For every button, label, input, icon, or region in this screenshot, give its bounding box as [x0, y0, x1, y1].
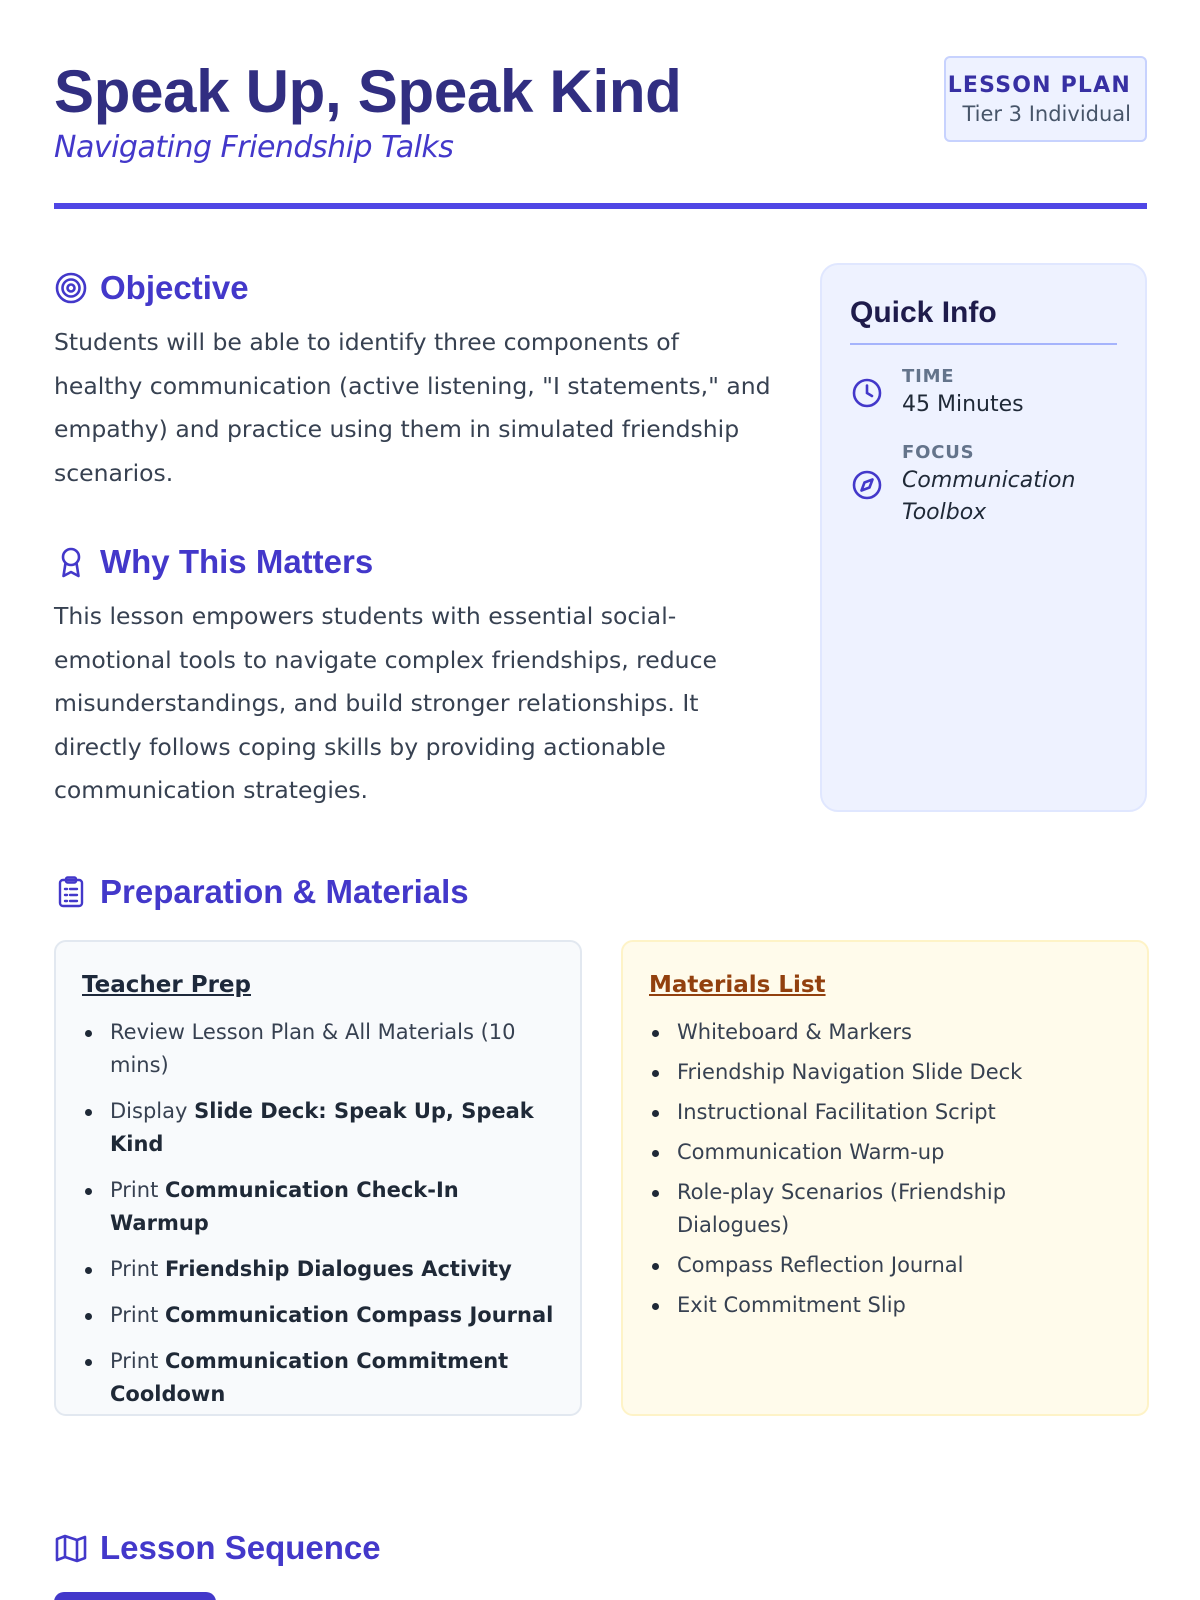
materials-item: Exit Commitment Slip [649, 1289, 1121, 1322]
clipboard-icon [54, 875, 88, 909]
prep-item-text: Display [110, 1099, 195, 1123]
teacher-prep-item [82, 1253, 554, 1286]
clock-icon [850, 376, 884, 410]
teacher-prep-item [82, 1095, 554, 1161]
compass-icon [850, 468, 884, 502]
lesson-plan-badge [944, 56, 1147, 142]
materials-item: Instructional Facilitation Script [649, 1096, 1121, 1129]
prep-item-resource: Friendship Dialogues Activity [164, 1257, 512, 1281]
prep-item-text: Review Lesson Plan & All Materials (10 mins) [110, 1020, 516, 1077]
teacher-prep-item [82, 1016, 554, 1082]
why-heading [54, 542, 373, 582]
map-icon [54, 1531, 88, 1565]
time-label: TIME [902, 366, 955, 387]
materials-item: Role-play Scenarios (Friendship Dialogues) [649, 1176, 1121, 1242]
prep-title: Preparation & Materials [100, 873, 469, 910]
badge-tier: Tier 3 Individual [962, 102, 1131, 126]
time-info [850, 365, 1117, 421]
sequence-step-tab[interactable] [54, 1592, 216, 1600]
focus-value: Communication Toolbox [902, 468, 1076, 525]
teacher-prep-item [82, 1299, 554, 1332]
objective-title: Objective [100, 269, 249, 306]
sequence-title: Lesson Sequence [100, 1529, 381, 1566]
prep-item-resource: Communication Compass Journal [164, 1303, 554, 1327]
teacher-prep-title: Teacher Prep [82, 972, 251, 998]
focus-label: FOCUS [902, 442, 975, 463]
badge-type: LESSON PLAN [947, 73, 1131, 98]
why-text: This lesson empowers students with essential social-emotional tools to navigate complex friendships, reduce misunderstandings, and build stronger relationships. It directly follows coping skills by providing actionable communication strategies. [54, 602, 717, 804]
prep-item-resource: Slide Deck: Speak Up, Speak Kind [110, 1099, 534, 1156]
teacher-prep-item [82, 1174, 554, 1240]
quick-info-panel [820, 263, 1147, 812]
materials-item: Friendship Navigation Slide Deck [649, 1056, 1121, 1089]
prep-item-resource: Communication Check-In Warmup [110, 1178, 459, 1235]
quick-info-title: Quick Info [850, 295, 1117, 345]
teacher-prep-card [54, 940, 582, 1416]
sequence-heading [54, 1528, 381, 1568]
teacher-prep-list [82, 1016, 554, 1411]
why-title: Why This Matters [100, 543, 374, 580]
prep-item-resource: Communication Commitment Cooldown [110, 1349, 509, 1406]
target-icon [54, 271, 88, 305]
page-subtitle: Navigating Friendship Talks [54, 130, 454, 165]
time-value: 45 Minutes [902, 392, 1024, 417]
materials-list [649, 1016, 1121, 1322]
objective-heading [54, 268, 249, 308]
prep-item-text: Print [110, 1349, 165, 1373]
materials-card [621, 940, 1149, 1416]
prep-heading [54, 872, 469, 912]
objective-text: Students will be able to identify three components of healthy communication (active listening, "I statements," and empathy) and practice using them in simulated friendship scenarios. [54, 328, 771, 487]
materials-item: Whiteboard & Markers [649, 1016, 1121, 1049]
materials-item: Communication Warm-up [649, 1136, 1121, 1169]
header-divider [54, 203, 1147, 209]
materials-title: Materials List [649, 972, 826, 998]
teacher-prep-item [82, 1345, 554, 1411]
materials-item: Compass Reflection Journal [649, 1249, 1121, 1282]
award-ribbon-icon [54, 545, 88, 579]
prep-item-text: Print [110, 1303, 165, 1327]
prep-item-text: Print [110, 1257, 165, 1281]
prep-item-text: Print [110, 1178, 165, 1202]
page-title: Speak Up, Speak Kind [54, 58, 682, 125]
lesson-header [54, 56, 1147, 168]
focus-info [850, 441, 1117, 529]
